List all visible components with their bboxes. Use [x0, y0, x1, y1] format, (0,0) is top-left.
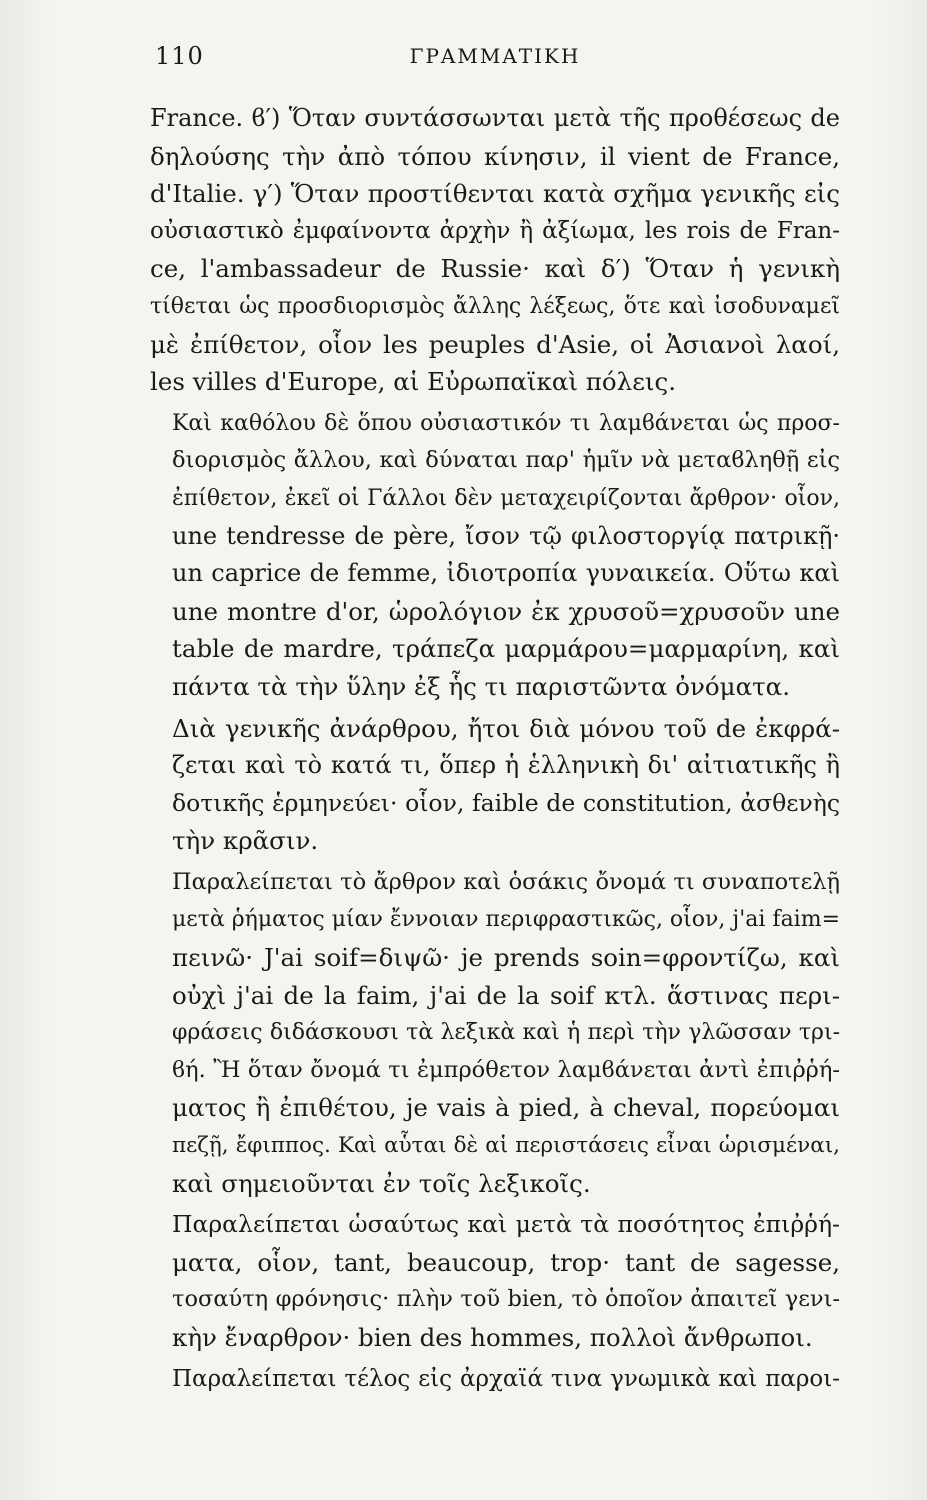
text-line: ce, l'ambassadeur de Russie· καὶ δ′) Ὅταν ἡ γενικὴ — [150, 254, 840, 284]
text-line: Παραλείπεται ὡσαύτως καὶ μετὰ τὰ ποσότητος ἐπιῤῥή- — [172, 1210, 840, 1239]
text-line: Παραλείπεται τὸ ἄρθρον καὶ ὁσάκις ὄνομά τι συναποτελῇ — [172, 868, 840, 895]
text-line: διορισμὸς ἄλλου, καὶ δύναται παρ' ἡμῖν νὰ μεταϐληθῇ εἰς — [172, 447, 840, 474]
text-line: οὐσιαστικὸ ἐμφαίνοντα ἀρχὴν ἢ ἀξίωμα, les rois de Fran- — [150, 217, 840, 244]
text-line: φράσεις διδάσκουσι τὰ λεξικὰ καὶ ἡ περὶ τὴν γλῶσσαν τρι- — [172, 1020, 840, 1046]
body-text — [150, 100, 840, 1402]
text-line: ματα, οἷον, tant, beaucoup, trop· tant de sagesse, — [172, 1247, 840, 1277]
text-line: δηλούσης τὴν ἀπὸ τόπου κίνησιν, il vient de France, — [150, 141, 840, 171]
paragraph — [150, 405, 840, 706]
text-line: τίθεται ὡς προσδιορισμὸς ἄλλης λέξεως, ὅτε καὶ ἰσοδυναμεῖ — [150, 293, 840, 319]
text-line: une montre d'or, ὡρολόγιον ἐκ χρυσοῦ=χρυσοῦν une — [172, 596, 840, 626]
text-line: un caprice de femme, ἰδιοτροπία γυναικεία. Οὕτω καὶ — [172, 559, 840, 588]
running-title: ΓΡΑΜΜΑΤΙΚΗ — [409, 44, 581, 68]
text-line: Διὰ γενικῆς ἀνάρθρου, ἤτοι διὰ μόνου τοῦ de ἐκφρά- — [172, 713, 840, 743]
paragraph — [150, 1206, 840, 1356]
text-line: d'Italie. γ′) Ὅταν προστίθενται κατὰ σχῆμα γενικῆς εἰς — [150, 179, 840, 209]
paragraph — [150, 864, 840, 1202]
paragraph — [150, 710, 840, 860]
text-line: les villes d'Europe, αἱ Εὐρωπαϊκαὶ πόλεις. — [150, 367, 676, 397]
text-line: δοτικῆς ἑρμηνεύει· οἷον, faible de constitution, ἀσθενὴς — [172, 788, 840, 817]
text-line: table de mardre, τράπεζα μαρμάρου=μαρμαρίνη, καὶ — [172, 634, 840, 664]
page-number: 110 — [155, 42, 204, 70]
text-line: καὶ σημειοῦνται ἐν τοῖς λεξικοῖς. — [172, 1168, 591, 1198]
text-line: πεζῇ, ἔφιππος. Καὶ αὗται δὲ αἱ περιστάσεις εἶναι ὡρισμέναι, — [172, 1133, 840, 1159]
text-line: ματος ἢ ἐπιθέτου, je vais à pied, à cheval, πορεύομαι — [172, 1093, 840, 1123]
paragraph — [150, 100, 840, 401]
text-line: τὴν κρᾶσιν. — [172, 826, 319, 856]
page-header — [155, 42, 835, 76]
text-line: μὲ ἐπίθετον, οἷον les peuples d'Asie, οἱ Ἀσιανοὶ λαοί, — [150, 329, 840, 359]
paragraph — [150, 1361, 840, 1399]
text-line: μετὰ ῥήματος μίαν ἔννοιαν περιφραστικῶς, οἷον, j'ai faim= — [172, 907, 841, 933]
text-line: Παραλείπεται τέλος εἰς ἀρχαϊά τινα γνωμικὰ καὶ παροι- — [172, 1365, 840, 1392]
text-line: Καὶ καθόλου δὲ ὅπου οὐσιαστικόν τι λαμϐάνεται ὡς προσ- — [172, 410, 840, 436]
text-line: France. ϐ′) Ὅταν συντάσσωνται μετὰ τῆς προθέσεως de — [150, 104, 840, 132]
text-line: πάντα τὰ τὴν ὕλην ἐξ ἧς τι παριστῶντα ὀνόματα. — [172, 671, 791, 701]
text-line: οὐχὶ j'ai de la faim, j'ai de la soif κτλ. ἅστινας περι- — [172, 980, 840, 1010]
text-line: κὴν ἔναρθρον· bien des hommes, πολλοὶ ἄνθρωποι. — [172, 1323, 813, 1352]
text-line: τοσαύτη φρόνησις· πλὴν τοῦ bien, τὸ ὁποῖον ἀπαιτεῖ γενι- — [172, 1286, 840, 1313]
text-line: ϐή. Ἢ ὅταν ὄνομά τι ἐμπρόθετον λαμϐάνεται ἀντὶ ἐπιῤῥή- — [172, 1056, 840, 1083]
text-line: ζεται καὶ τὸ κατά τι, ὅπερ ἡ ἑλληνικὴ δι' αἰτιατικῆς ἢ — [172, 751, 840, 780]
text-line: ἐπίθετον, ἐκεῖ οἱ Γάλλοι δὲν μεταχειρίζονται ἄρθρον· οἷον, — [172, 485, 840, 511]
text-line: une tendresse de père, ἴσον τῷ φιλοστοργίᾳ πατρικῇ· — [172, 521, 840, 550]
text-line: πεινῶ· J'ai soif=διψῶ· je prends soin=φροντίζω, καὶ — [172, 943, 840, 973]
